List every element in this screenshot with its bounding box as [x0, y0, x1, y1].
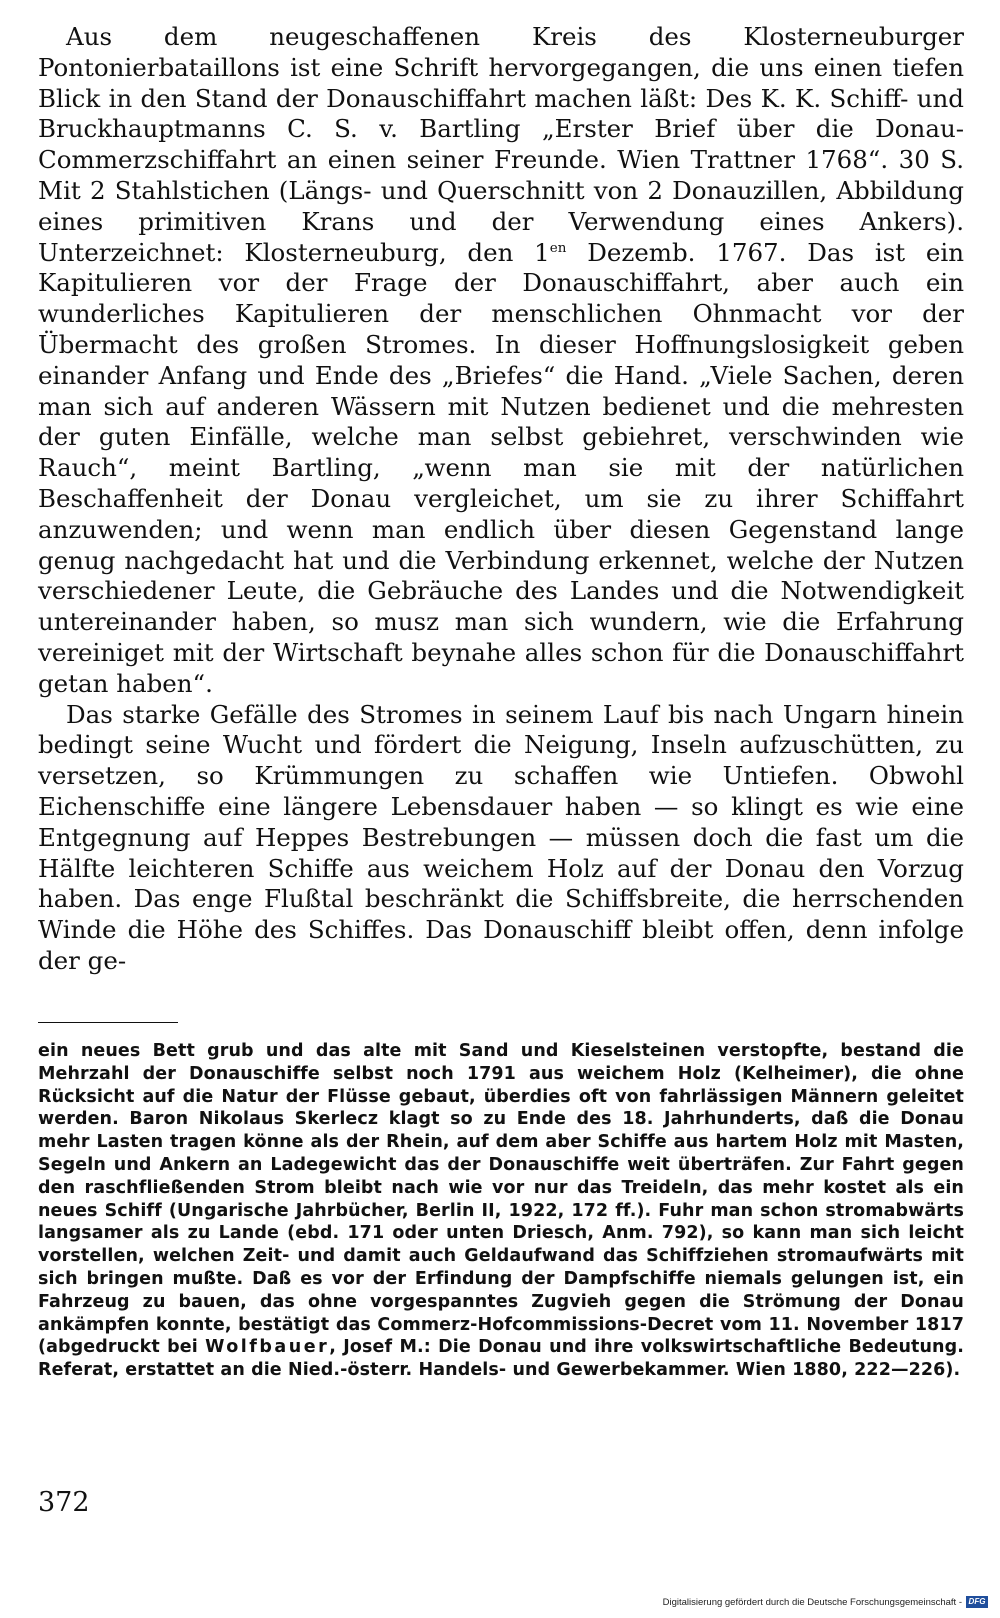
main-text	[38, 22, 964, 977]
paragraph	[38, 22, 964, 700]
footnote-text: , Josef M.: Die Donau und ihre volkswirtschaftliche Bedeutung. Referat, erstattet an die Nied.-österr. Handels- und Gewerbekammer. Wien 1880, 222—226).	[38, 1337, 964, 1381]
funding-credit	[663, 1596, 988, 1608]
paragraph-text: Aus dem neugeschaffenen Kreis des Klosterneuburger Pontonierbataillons ist eine Schrift hervorgegangen, die uns einen tiefen Blick in den Stand der Donauschiffahrt machen läßt: Des K. K. Schiff- und Bruckhauptmanns C. S. v. Bartling „Erster Brief über die Donau-Commerzschiffahrt an einen seiner Freunde. Wien Trattner 1768“. 30 S. Mit 2 Stahlstichen (Längs- und Querschnitt von 2 Donauzillen, Abbildung eines primitiven Krans und der Verwendung eines Ankers). Unterzeichnet: Klosterneuburg, den 1	[38, 22, 964, 267]
footnote-paragraph	[38, 1040, 964, 1382]
superscript: en	[549, 239, 567, 256]
dfg-logo-icon: DFG	[966, 1596, 988, 1608]
page-number: 372	[38, 1487, 90, 1518]
paragraph	[38, 700, 964, 977]
paragraph-text: Das starke Gefälle des Stromes in seinem Lauf bis nach Ungarn hinein bedingt seine Wucht und fördert die Neigung, Inseln aufzuschütten, zu versetzen, so Krümmungen zu schaffen wie Untiefen. Obwohl Eichenschiffe eine längere Lebensdauer haben — so klingt es wie eine Entgegnung auf Heppes Bestrebungen — müssen doch die fast um die Hälfte leichteren Schiffe aus weichem Holz auf der Donau den Vorzug haben. Das enge Flußtal beschränkt die Schiffsbreite, die herrschenden Winde die Höhe des Schiffes. Das Donauschiff bleibt offen, denn infolge der ge-	[38, 699, 964, 975]
footnote-separator	[38, 1022, 178, 1023]
paragraph-text: Dezemb. 1767. Das ist ein Kapitulieren vor der Frage der Donauschiffahrt, aber auch ein wunderliches Kapitulieren der menschlichen Ohnmacht vor der Übermacht des großen Stromes. In dieser Hoffnungslosigkeit geben einander Anfang und Ende des „Briefes“ die Hand. „Viele Sachen, deren man sich auf anderen Wässern mit Nutzen bedienet und die mehresten der guten Einfälle, welche man selbst gebiehret, verschwinden wie Rauch“, meint Bartling, „wenn man sie mit der natürlichen Beschaffenheit der Donau vergleichet, um sie zu ihrer Schiffahrt anzuwenden; und wenn man endlich über diesen Gegenstand lange genug nachgedacht hat und die Verbindung erkennet, welche der Nutzen verschiedener Leute, die Gebräuche des Landes und die Notwendigkeit untereinander haben, so musz man sich wundern, wie die Erfahrung vereiniget mit der Wirtschaft beynahe alles schon für die Donauschiffahrt getan haben“.	[38, 237, 964, 698]
footnote	[38, 1040, 964, 1382]
footnote-text: ein neues Bett grub und das alte mit Sand und Kieselsteinen verstopfte, bestand die Mehrzahl der Donauschiffe selbst noch 1791 aus weichem Holz (Kelheimer), die ohne Rücksicht auf die Natur der Flüsse gebaut, überdies oft von fahrlässigen Männern geleitet werden. Baron Nikolaus Skerlecz klagt so zu Ende des 18. Jahrhunderts, daß die Donau mehr Lasten tragen könne als der Rhein, auf dem aber Schiffe aus hartem Holz mit Masten, Segeln und Ankern an Ladegewicht das der Donauschiffe weit überträfen. Zur Fahrt gegen den raschfließenden Strom bleibt nach wie vor nur das Treideln, das mehr kostet als ein neues Schiff (Ungarische Jahrbücher, Berlin II, 1922, 172 ff.). Fuhr man schon stromabwärts langsamer als zu Lande (ebd. 171 oder unten Driesch, Anm. 792), so kann man sich leicht vorstellen, welchen Zeit- und damit auch Geldaufwand das Schiffziehen stromaufwärts mit sich bringen mußte. Daß es vor der Erfindung der Dampfschiffe niemals gelungen ist, ein Fahrzeug zu bauen, das ohne vorgespanntes Zugvieh gegen die Strömung der Donau ankämpfen konnte, bestätigt das Commerz-Hofcommissions-Decret vom 11. November 1817 (abgedruckt bei	[38, 1041, 964, 1358]
credit-text: Digitalisierung gefördert durch die Deutsche Forschungsgemeinschaft -	[662, 1596, 962, 1608]
author-name: Wolfbauer	[205, 1337, 330, 1358]
